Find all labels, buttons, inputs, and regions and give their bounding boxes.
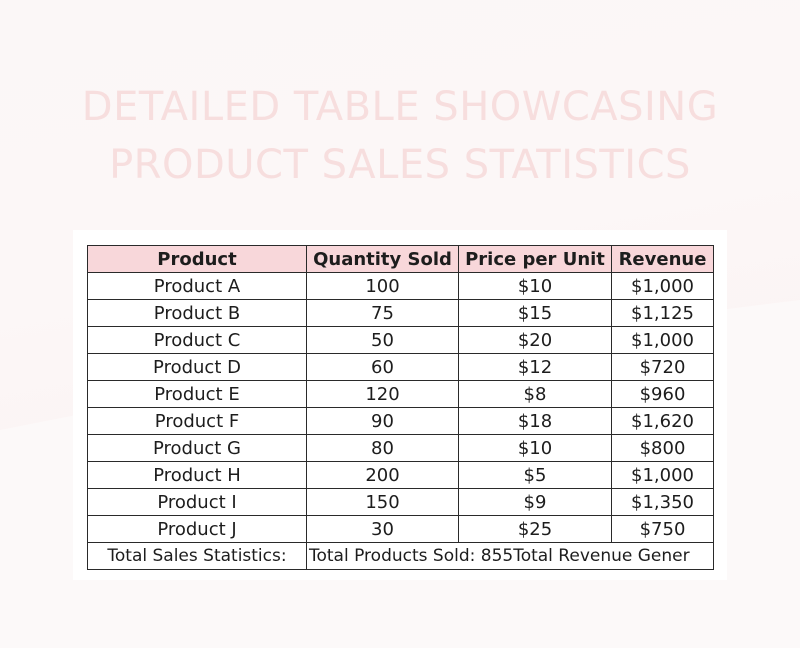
table-row	[88, 408, 714, 435]
cell-price: $20	[459, 327, 612, 354]
cell-price: $12	[459, 354, 612, 381]
cell-price: $18	[459, 408, 612, 435]
cell-price: $15	[459, 300, 612, 327]
header-quantity-sold: Quantity Sold	[307, 246, 459, 273]
cell-quantity: 75	[307, 300, 459, 327]
cell-product: Product H	[88, 462, 307, 489]
header-revenue: Revenue	[612, 246, 714, 273]
page-title	[0, 78, 800, 194]
cell-price: $8	[459, 381, 612, 408]
cell-quantity: 150	[307, 489, 459, 516]
cell-quantity: 30	[307, 516, 459, 543]
table-row	[88, 354, 714, 381]
cell-quantity: 90	[307, 408, 459, 435]
table-row	[88, 462, 714, 489]
sales-table	[87, 245, 714, 570]
cell-price: $5	[459, 462, 612, 489]
table-total-row	[88, 543, 714, 570]
cell-revenue: $800	[612, 435, 714, 462]
cell-quantity: 100	[307, 273, 459, 300]
table-row	[88, 381, 714, 408]
table-row	[88, 273, 714, 300]
total-sales-label: Total Sales Statistics:	[88, 543, 307, 570]
cell-quantity: 50	[307, 327, 459, 354]
cell-product: Product E	[88, 381, 307, 408]
cell-price: $25	[459, 516, 612, 543]
total-sales-value: Total Products Sold: 855Total Revenue Gener	[307, 543, 714, 570]
cell-price: $10	[459, 273, 612, 300]
cell-product: Product A	[88, 273, 307, 300]
cell-revenue: $1,000	[612, 273, 714, 300]
cell-quantity: 120	[307, 381, 459, 408]
table-row	[88, 300, 714, 327]
cell-quantity: 200	[307, 462, 459, 489]
cell-revenue: $1,620	[612, 408, 714, 435]
cell-revenue: $960	[612, 381, 714, 408]
cell-revenue: $1,125	[612, 300, 714, 327]
title-line-2: PRODUCT SALES STATISTICS	[109, 142, 691, 188]
table-row	[88, 516, 714, 543]
table-header-row	[88, 246, 714, 273]
cell-product: Product G	[88, 435, 307, 462]
cell-product: Product I	[88, 489, 307, 516]
cell-product: Product J	[88, 516, 307, 543]
cell-product: Product D	[88, 354, 307, 381]
title-line-1: DETAILED TABLE SHOWCASING	[81, 84, 719, 130]
cell-revenue: $1,000	[612, 462, 714, 489]
table-row	[88, 435, 714, 462]
cell-revenue: $1,000	[612, 327, 714, 354]
cell-quantity: 80	[307, 435, 459, 462]
cell-revenue: $1,350	[612, 489, 714, 516]
cell-product: Product B	[88, 300, 307, 327]
header-price-per-unit: Price per Unit	[459, 246, 612, 273]
cell-product: Product C	[88, 327, 307, 354]
header-product: Product	[88, 246, 307, 273]
table-row	[88, 327, 714, 354]
cell-price: $10	[459, 435, 612, 462]
cell-revenue: $750	[612, 516, 714, 543]
cell-price: $9	[459, 489, 612, 516]
cell-revenue: $720	[612, 354, 714, 381]
cell-quantity: 60	[307, 354, 459, 381]
table-row	[88, 489, 714, 516]
cell-product: Product F	[88, 408, 307, 435]
